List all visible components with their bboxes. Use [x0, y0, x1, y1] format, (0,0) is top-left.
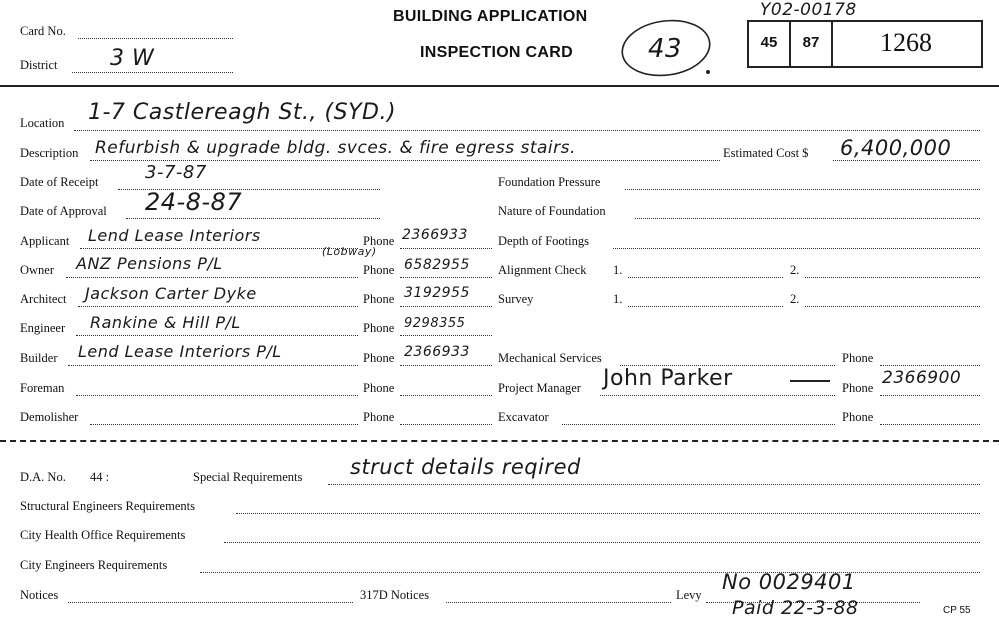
special-requirements-value: struct details reqired	[350, 455, 581, 479]
levy-value: No 0029401	[722, 570, 856, 594]
owner-phone-value: 6582955	[404, 257, 470, 273]
builder-line	[68, 365, 358, 366]
project-manager-label: Project Manager	[498, 381, 581, 395]
form-code: CP 55	[943, 605, 971, 616]
architect-line	[78, 306, 358, 307]
description-value: Refurbish & upgrade bldg. svces. & fire egress stairs.	[95, 138, 576, 158]
structural-line	[236, 513, 980, 514]
nature-foundation-line	[635, 218, 980, 219]
mechanical-phone-line	[880, 365, 980, 366]
owner-value: ANZ Pensions P/L	[76, 254, 223, 273]
owner-note: (Lobway)	[322, 245, 377, 258]
title-line-2: INSPECTION CARD	[420, 44, 573, 61]
project-manager-phone-label: Phone	[842, 381, 874, 395]
date-approval-line	[126, 218, 380, 219]
notices-line	[68, 602, 353, 603]
project-manager-value: John Parker	[603, 366, 733, 391]
project-manager-line	[600, 395, 835, 396]
card-no-label: Card No.	[20, 24, 66, 38]
engineer-phone-line	[400, 335, 492, 336]
excavator-label: Excavator	[498, 410, 549, 424]
date-approval-label: Date of Approval	[20, 204, 107, 218]
date-receipt-label: Date of Receipt	[20, 175, 99, 189]
owner-label: Owner	[20, 263, 55, 277]
applicant-label: Applicant	[20, 234, 70, 248]
demolisher-line	[90, 424, 358, 425]
owner-line	[66, 277, 358, 278]
excavator-line	[562, 424, 835, 425]
date-approval-value: 24-8-87	[145, 188, 243, 216]
health-label: City Health Office Requirements	[20, 528, 186, 542]
box-cell-2: 87	[802, 34, 820, 51]
title-line-1: BUILDING APPLICATION	[393, 8, 588, 25]
notices-label: Notices	[20, 588, 59, 602]
city-engineers-label: City Engineers Requirements	[20, 558, 168, 572]
alignment-line-1	[628, 277, 783, 278]
project-manager-dash	[790, 380, 830, 382]
excavator-phone-line	[880, 424, 980, 425]
demolisher-label: Demolisher	[20, 410, 79, 424]
location-value: 1-7 Castlereagh St., (SYD.)	[88, 100, 397, 125]
foreman-phone-line	[400, 395, 492, 396]
architect-phone-label: Phone	[363, 292, 395, 306]
foreman-line	[76, 395, 358, 396]
reference-number: Y02-00178	[760, 0, 857, 20]
architect-phone-line	[400, 306, 492, 307]
survey-label: Survey	[498, 292, 534, 306]
location-label: Location	[20, 116, 65, 130]
depth-footings-label: Depth of Footings	[498, 234, 589, 248]
owner-phone-label: Phone	[363, 263, 395, 277]
description-label: Description	[20, 146, 79, 160]
owner-phone-line	[400, 277, 492, 278]
mechanical-phone-label: Phone	[842, 351, 874, 365]
special-requirements-label: Special Requirements	[193, 470, 303, 484]
builder-value: Lend Lease Interiors P/L	[78, 342, 282, 361]
estimated-cost-label: Estimated Cost $	[723, 146, 809, 160]
alignment-check-label: Alignment Check	[498, 263, 587, 277]
estimated-cost-value: 6,400,000	[840, 136, 952, 160]
foundation-pressure-label: Foundation Pressure	[498, 175, 601, 189]
engineer-line	[76, 335, 358, 336]
survey-line-1	[628, 306, 783, 307]
header-divider	[0, 85, 999, 87]
mechanical-label: Mechanical Services	[498, 351, 602, 365]
project-manager-phone-line	[880, 395, 980, 396]
architect-label: Architect	[20, 292, 67, 306]
alignment-line-2	[805, 277, 980, 278]
survey-num-1: 1.	[613, 292, 623, 306]
district-line	[72, 72, 233, 73]
demolisher-phone-line	[400, 424, 492, 425]
da-value: 44 :	[90, 470, 110, 484]
engineer-value: Rankine & Hill P/L	[90, 313, 241, 332]
applicant-phone-line	[400, 248, 492, 249]
special-requirements-line	[328, 484, 980, 485]
architect-value: Jackson Carter Dyke	[85, 284, 257, 303]
demolisher-phone-label: Phone	[363, 410, 395, 424]
alignment-num-2: 2.	[790, 263, 800, 277]
location-line	[74, 130, 980, 131]
survey-line-2	[805, 306, 980, 307]
structural-label: Structural Engineers Requirements	[20, 499, 195, 513]
applicant-value: Lend Lease Interiors	[88, 226, 261, 245]
foreman-phone-label: Phone	[363, 381, 395, 395]
builder-phone-line	[400, 365, 492, 366]
builder-phone-label: Phone	[363, 351, 395, 365]
date-receipt-value: 3-7-87	[145, 162, 207, 183]
paid-stamp: Paid 22-3-88	[732, 597, 859, 619]
foundation-pressure-line	[625, 189, 980, 190]
circled-number: 43	[648, 34, 683, 64]
excavator-phone-label: Phone	[842, 410, 874, 424]
box-cell-1: 45	[760, 34, 778, 51]
depth-footings-line	[613, 248, 980, 249]
architect-phone-value: 3192955	[404, 285, 470, 301]
project-manager-phone-value: 2366900	[882, 368, 962, 388]
alignment-num-1: 1.	[613, 263, 623, 277]
levy-label: Levy	[676, 588, 702, 602]
builder-phone-value: 2366933	[404, 344, 470, 360]
section-divider	[0, 440, 999, 442]
notices-317d-line	[446, 602, 671, 603]
applicant-phone-label: Phone	[363, 234, 395, 248]
builder-label: Builder	[20, 351, 58, 365]
foreman-label: Foreman	[20, 381, 65, 395]
health-line	[224, 542, 980, 543]
district-label: District	[20, 58, 58, 72]
nature-foundation-label: Nature of Foundation	[498, 204, 606, 218]
applicant-phone-value: 2366933	[402, 227, 468, 243]
city-engineers-line	[200, 572, 980, 573]
engineer-phone-value: 9298355	[404, 316, 466, 331]
survey-num-2: 2.	[790, 292, 800, 306]
box-cell-3: 1268	[880, 28, 932, 57]
engineer-phone-label: Phone	[363, 321, 395, 335]
notices-317d-label: 317D Notices	[360, 588, 430, 602]
card-no-line	[78, 38, 233, 39]
da-label: D.A. No.	[20, 470, 66, 484]
description-line	[90, 160, 720, 161]
engineer-label: Engineer	[20, 321, 66, 335]
applicant-line	[80, 248, 358, 249]
district-value: 3 W	[110, 46, 155, 71]
estimated-cost-line	[833, 160, 980, 161]
